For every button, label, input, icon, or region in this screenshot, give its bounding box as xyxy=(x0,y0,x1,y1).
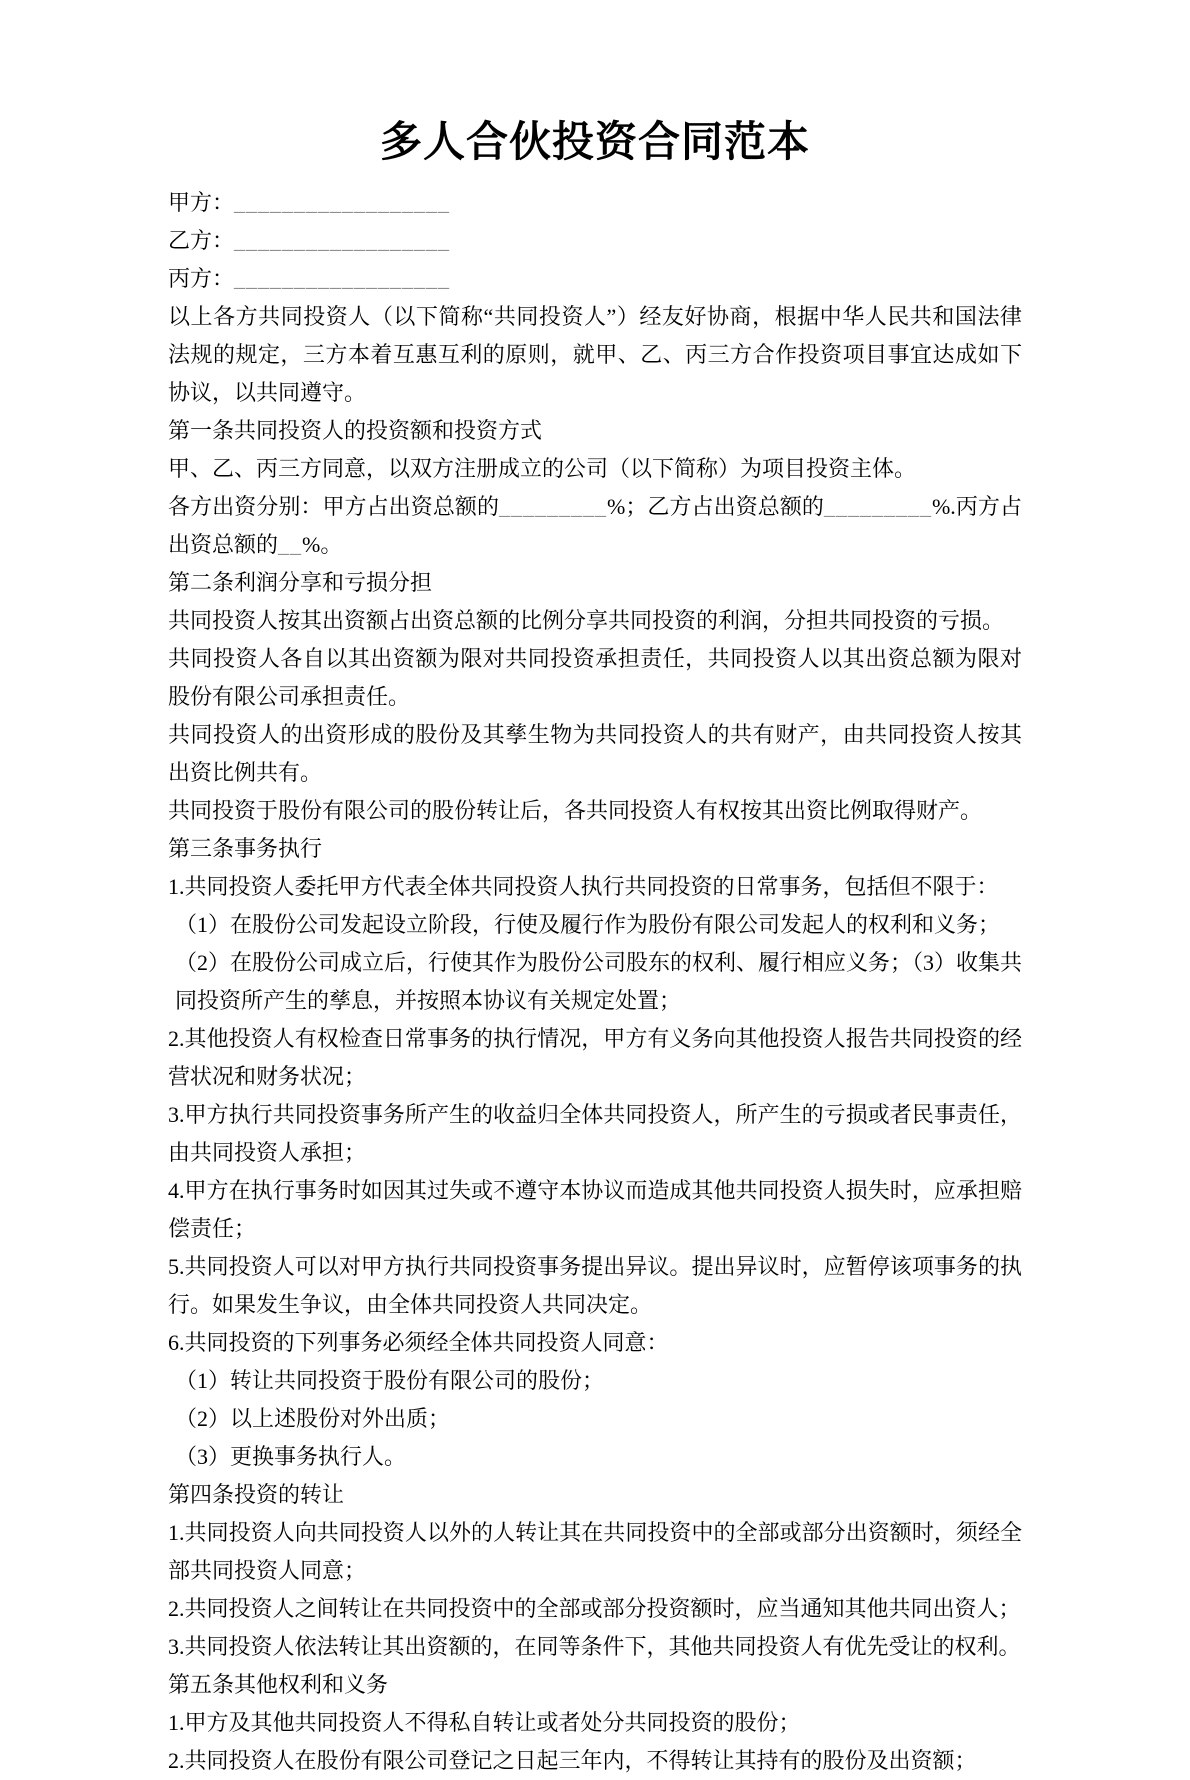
paragraph: （1）转让共同投资于股份有限公司的股份； xyxy=(175,1368,605,1393)
party-line xyxy=(168,260,1022,298)
paragraph: 第三条事务执行 xyxy=(168,836,323,861)
paragraph: 2.共同投资人之间转让在共同投资中的全部或部分投资额时，应当通知其他共同出资人； xyxy=(168,1596,1021,1621)
document-body xyxy=(168,298,1022,1780)
paragraph: 第二条利润分享和亏损分担 xyxy=(168,570,433,595)
fill-in-blank: __________________ xyxy=(234,190,451,215)
fill-in-blank: _________ xyxy=(823,494,932,519)
party-label: 乙方： xyxy=(168,228,235,253)
paragraph: 3.共同投资人依法转让其出资额的，在同等条件下，其他共同投资人有优先受让的权利。 xyxy=(168,1634,1021,1659)
fill-in-blank: __________________ xyxy=(234,228,451,253)
paragraph: 甲、乙、丙三方同意，以双方注册成立的公司（以下简称）为项目投资主体。 xyxy=(168,456,917,481)
paragraph: （1）在股份公司发起设立阶段，行使及履行作为股份有限公司发起人的权利和义务； xyxy=(175,912,1001,937)
document-title: 多人合伙投资合同范本 xyxy=(379,120,810,166)
party-line xyxy=(168,222,1022,260)
fill-in-blank: __ xyxy=(278,532,303,557)
paragraph: 以上各方共同投资人（以下简称“共同投资人”）经友好协商，根据中华人民共和国法律法规的规定，三方本着互惠互利的原则，就甲、乙、丙三方合作投资项目事宜达成如下协议，以共同遵守。 xyxy=(168,304,1022,405)
paragraph: （2）以上述股份对外出质； xyxy=(175,1406,451,1431)
paragraph: 共同投资人各自以其出资额为限对共同投资承担责任，共同投资人以其出资总额为限对股份有限公司承担责任。 xyxy=(168,646,1022,709)
party-line xyxy=(168,184,1022,222)
paragraph: 第五条其他权利和义务 xyxy=(168,1672,389,1697)
paragraph: 共同投资人的出资形成的股份及其孳生物为共同投资人的共有财产，由共同投资人按其出资比例共有。 xyxy=(168,722,1022,785)
paragraph: 3.甲方执行共同投资事务所产生的收益归全体共同投资人，所产生的亏损或者民事责任，由共同投资人承担； xyxy=(168,1102,1022,1165)
paragraph: 1.共同投资人向共同投资人以外的人转让其在共同投资中的全部或部分出资额时，须经全部共同投资人同意； xyxy=(168,1520,1022,1583)
paragraph: 2.其他投资人有权检查日常事务的执行情况，甲方有义务向其他投资人报告共同投资的经营状况和财务状况； xyxy=(168,1026,1022,1089)
paragraph: （3）更换事务执行人。 xyxy=(175,1444,407,1469)
party-list xyxy=(168,184,1022,298)
party-label: 丙方： xyxy=(168,266,235,291)
paragraph: 共同投资人按其出资额占出资总额的比例分享共同投资的利润，分担共同投资的亏损。 xyxy=(168,608,1005,633)
fill-in-blank: __________________ xyxy=(234,266,451,291)
paragraph: 第四条投资的转让 xyxy=(168,1482,345,1507)
paragraph: 共同投资于股份有限公司的股份转让后，各共同投资人有权按其出资比例取得财产。 xyxy=(168,798,983,823)
paragraph: 6.共同投资的下列事务必须经全体共同投资人同意： xyxy=(168,1330,669,1355)
paragraph: （2）在股份公司成立后，行使其作为股份公司股东的权利、履行相应义务；（3）收集共同投资所产生的孳息，并按照本协议有关规定处置； xyxy=(175,950,1023,1013)
paragraph: 4.甲方在执行事务时如因其过失或不遵守本协议而造成其他共同投资人损失时，应承担赔偿责任； xyxy=(168,1178,1022,1241)
paragraph: 2.共同投资人在股份有限公司登记之日起三年内，不得转让其持有的股份及出资额； xyxy=(168,1748,977,1773)
party-label: 甲方： xyxy=(168,190,235,215)
paragraph: 1.甲方及其他共同投资人不得私自转让或者处分共同投资的股份； xyxy=(168,1710,801,1735)
paragraph: 各方出资分别：甲方占出资总额的_________%；乙方占出资总额的_________%.丙方占出资总额的__%。 xyxy=(168,494,1022,557)
fill-in-blank: _________ xyxy=(499,494,608,519)
paragraph: 第一条共同投资人的投资额和投资方式 xyxy=(168,418,543,443)
paragraph: 1.共同投资人委托甲方代表全体共同投资人执行共同投资的日常事务，包括但不限于： xyxy=(168,874,999,899)
paragraph: 5.共同投资人可以对甲方执行共同投资事务提出异议。提出异议时，应暂停该项事务的执行。如果发生争议，由全体共同投资人共同决定。 xyxy=(168,1254,1022,1317)
